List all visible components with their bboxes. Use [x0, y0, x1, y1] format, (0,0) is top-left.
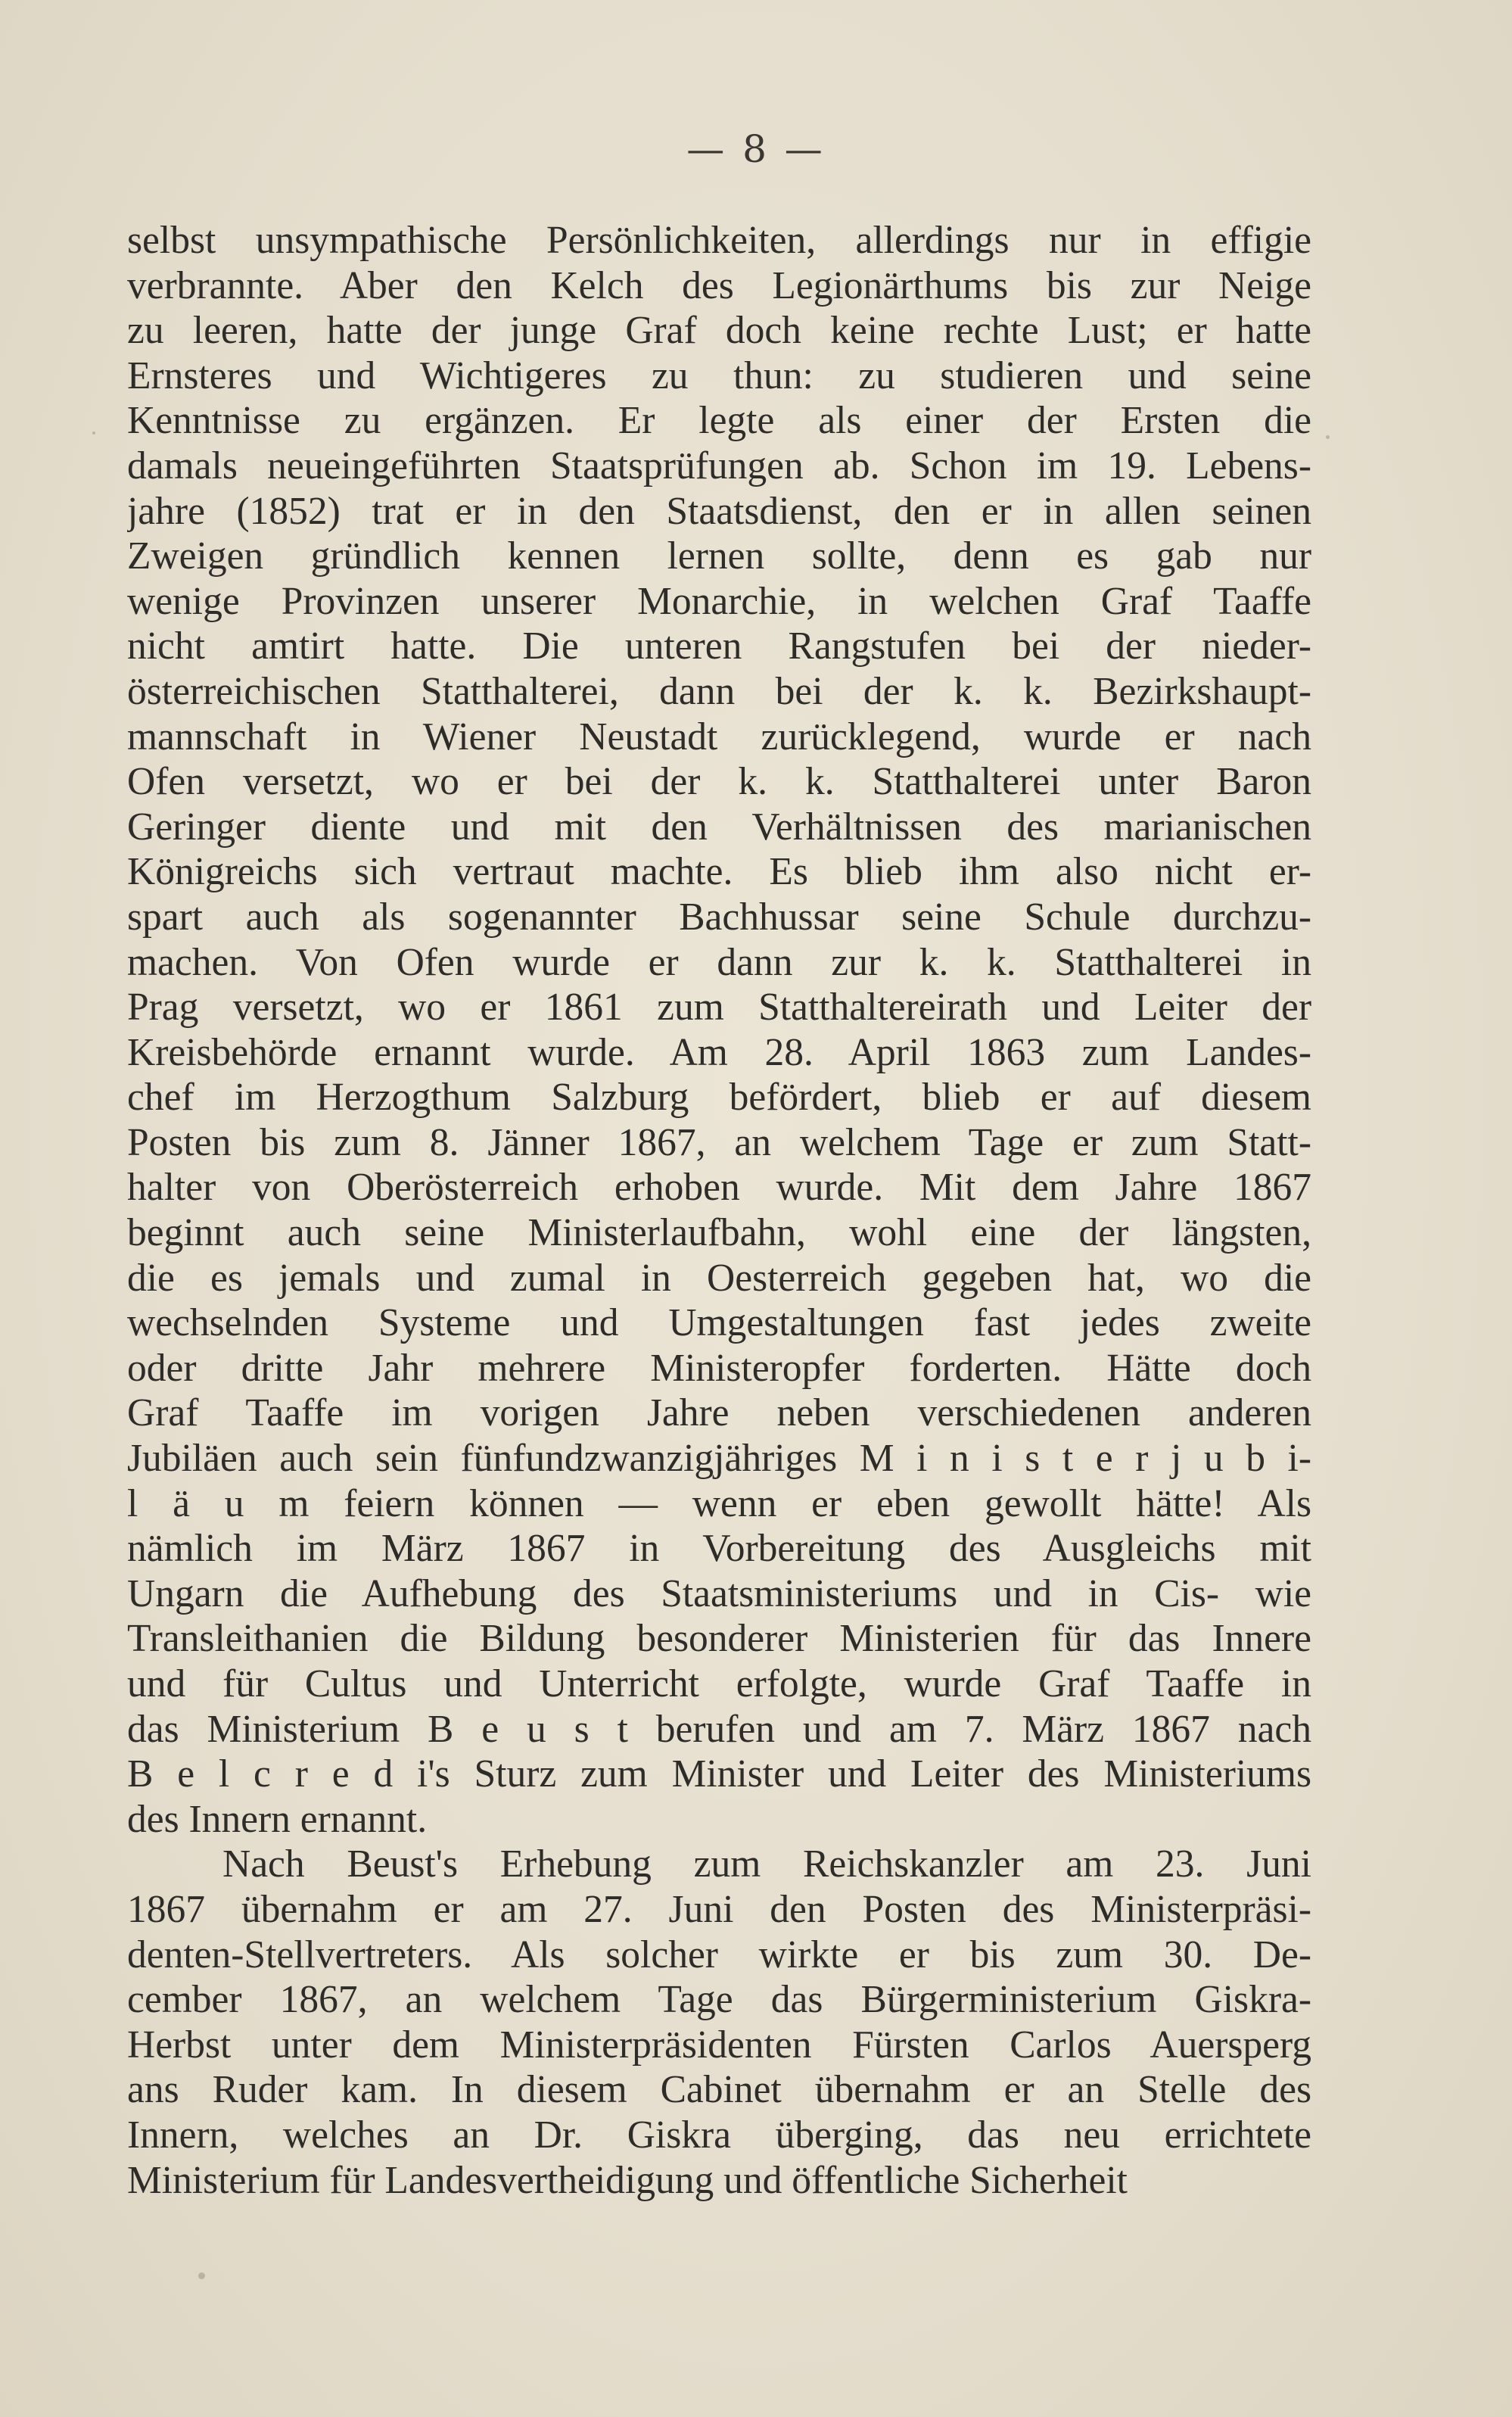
paper-speck — [1326, 435, 1330, 439]
text-line: machen. Von Ofen wurde er dann zur k. k. Statthalterei in — [127, 940, 1311, 984]
text-line: selbst unsympathische Persönlichkeiten, allerdings nur in effigie — [127, 219, 1311, 262]
text-line: beginnt auch seine Ministerlaufbahn, wohl eine der längsten, — [127, 1211, 1311, 1255]
text-line: ans Ruder kam. In diesem Cabinet übernahm er an Stelle des — [127, 2068, 1311, 2112]
text-line: Innern, welches an Dr. Giskra überging, das neu errichtete — [127, 2113, 1311, 2157]
text-line: und für Cultus und Unterricht erfolgte, wurde Graf Taaffe in — [127, 1662, 1311, 1705]
text-line: damals neueingeführten Staatsprüfungen ab. Schon im 19. Lebens- — [127, 444, 1311, 487]
text-line: mannschaft in Wiener Neustadt zurücklegend, wurde er nach — [127, 715, 1311, 758]
text-line: die es jemals und zumal in Oesterreich gegeben hat, wo die — [127, 1256, 1311, 1300]
text-line: Ministerium für Landesvertheidigung und öffentliche Sicherheit — [127, 2158, 1128, 2202]
text-line: Transleithanien die Bildung besonderer Ministerien für das Innere — [127, 1617, 1311, 1661]
text-line: Kreisbehörde ernannt wurde. Am 28. April 1863 zum Landes- — [127, 1030, 1311, 1074]
text-line: l ä u m feiern können — wenn er eben gewollt hätte! Als — [127, 1481, 1311, 1525]
text-line: Ofen versetzt, wo er bei der k. k. Statthalterei unter Baron — [127, 760, 1311, 804]
text-line: Ernsteres und Wichtigeres zu thun: zu studieren und seine — [127, 354, 1311, 397]
text-line: cember 1867, an welchem Tage das Bürgerministerium Giskra- — [127, 1978, 1311, 2022]
text-line: denten-Stellvertreters. Als solcher wirkte er bis zum 30. De- — [127, 1933, 1311, 1976]
text-line: nicht amtirt hatte. Die unteren Rangstufen bei der nieder- — [127, 624, 1311, 668]
text-line: des Innern ernannt. — [127, 1797, 428, 1841]
text-line: das Ministerium B e u s t berufen und am 7. März 1867 nach — [127, 1707, 1311, 1751]
text-line: halter von Oberösterreich erhoben wurde. Mit dem Jahre 1867 — [127, 1166, 1311, 1210]
paper-speck — [198, 2272, 205, 2279]
body-text — [127, 218, 1311, 2203]
text-line: spart auch als sogenannter Bachhussar seine Schule durchzu- — [127, 895, 1311, 939]
text-line: Graf Taaffe im vorigen Jahre neben verschiedenen anderen — [127, 1391, 1311, 1435]
text-line: Prag versetzt, wo er 1861 zum Statthaltereirath und Leiter der — [127, 986, 1311, 1029]
text-line: zu leeren, hatte der junge Graf doch keine rechte Lust; er hatte — [127, 309, 1311, 353]
paragraph-1 — [127, 218, 1311, 1842]
text-line: Kenntnisse zu ergänzen. Er legte als einer der Ersten die — [127, 399, 1311, 443]
text-line: Nach Beust's Erhebung zum Reichskanzler am 23. Juni — [222, 1842, 1311, 1886]
text-line: chef im Herzogthum Salzburg befördert, blieb er auf diesem — [127, 1076, 1311, 1120]
text-line: jahre (1852) trat er in den Staatsdienst, den er in allen seinen — [127, 489, 1311, 533]
text-line: Geringer diente und mit den Verhältnissen des marianischen — [127, 805, 1311, 849]
text-line: Herbst unter dem Ministerpräsidenten Fürsten Carlos Auersperg — [127, 2023, 1311, 2067]
text-line: Posten bis zum 8. Jänner 1867, an welchem Tage er zum Statt- — [127, 1120, 1311, 1164]
text-line: oder dritte Jahr mehrere Ministeropfer forderten. Hätte doch — [127, 1346, 1311, 1390]
text-line: Jubiläen auch sein fünfundzwanzigjähriges M i n i s t e r j u b i- — [127, 1437, 1311, 1481]
text-line: B e l c r e d i's Sturz zum Minister und Leiter des Ministeriums — [127, 1752, 1311, 1796]
paragraph-2 — [127, 1842, 1311, 2203]
text-line: nämlich im März 1867 in Vorbereitung des Ausgleichs mit — [127, 1527, 1311, 1571]
paper-speck — [92, 431, 95, 434]
text-line: wechselnden Systeme und Umgestaltungen fast jedes zweite — [127, 1301, 1311, 1345]
text-line: Königreichs sich vertraut machte. Es blieb ihm also nicht er- — [127, 850, 1311, 894]
text-line: österreichischen Statthalterei, dann bei der k. k. Bezirkshaupt- — [127, 669, 1311, 713]
text-line: Zweigen gründlich kennen lernen sollte, denn es gab nur — [127, 534, 1311, 578]
text-line: Ungarn die Aufhebung des Staatsministeriums und in Cis- wie — [127, 1571, 1311, 1615]
page-number-header: — 8 — — [686, 127, 826, 171]
text-line: verbrannte. Aber den Kelch des Legionärthums bis zur Neige — [127, 263, 1311, 307]
text-line: wenige Provinzen unserer Monarchie, in welchen Graf Taaffe — [127, 579, 1311, 623]
text-line: 1867 übernahm er am 27. Juni den Posten des Ministerpräsi- — [127, 1887, 1311, 1931]
